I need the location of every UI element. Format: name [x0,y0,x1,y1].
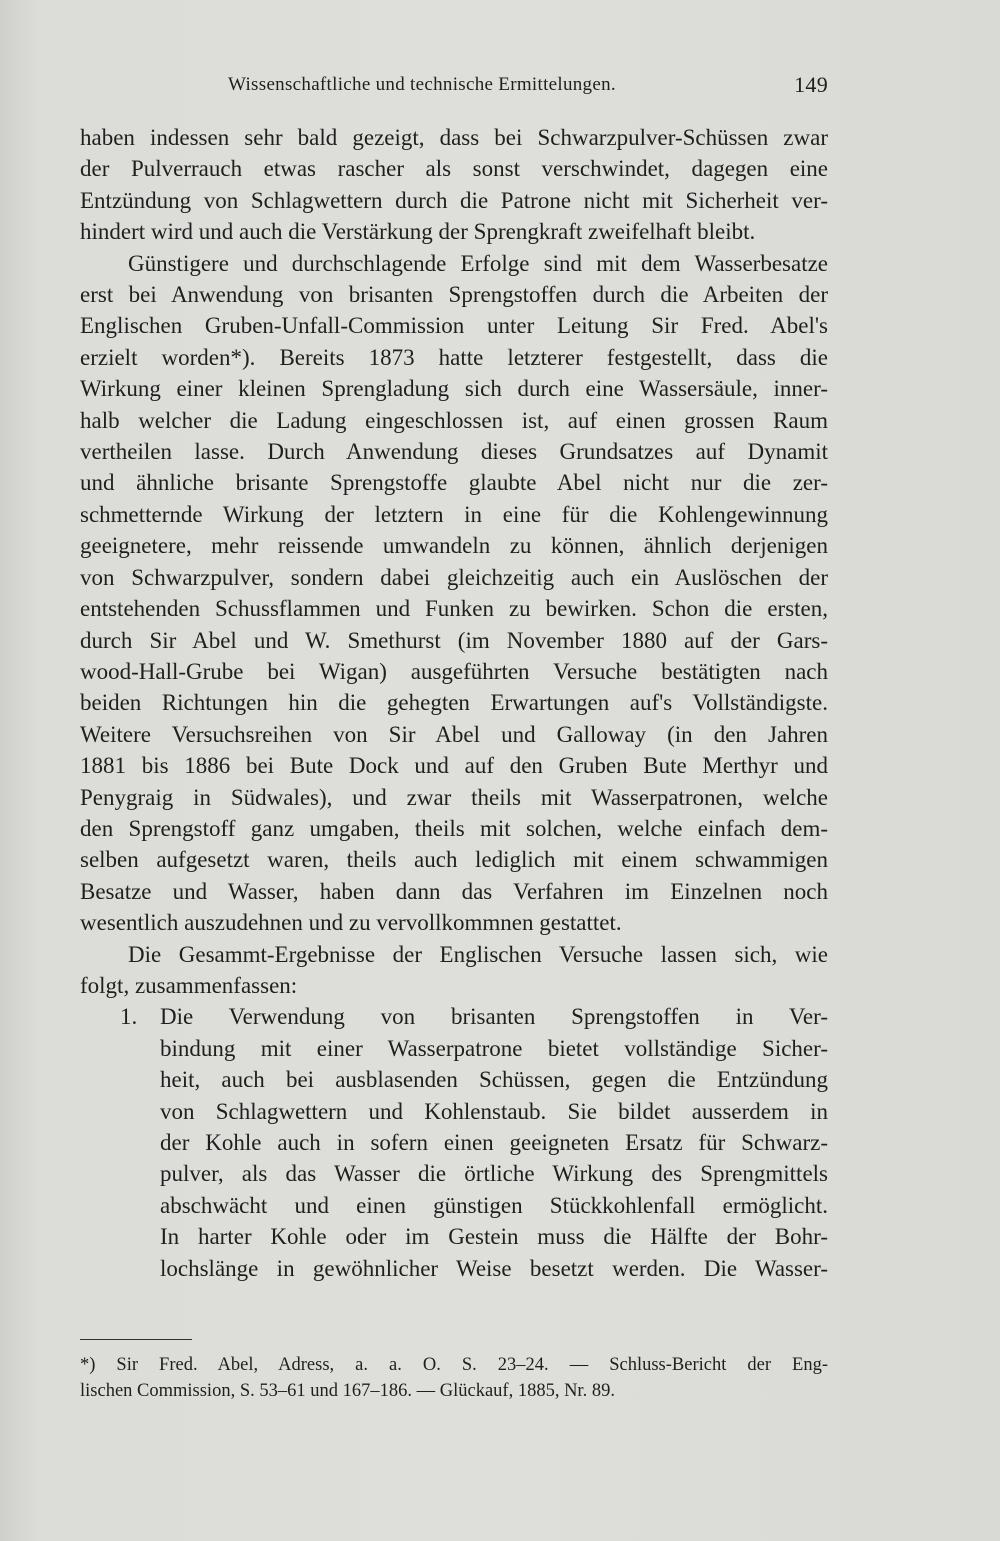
text-line: entstehenden Schussflammen und Funken zu bewirken. Schon die ersten, [80,596,828,622]
running-title: Wissenschaftliche und technische Ermittelungen. [228,74,616,95]
text-line: Englischen Gruben-Unfall-Commission unter Leitung Sir Fred. Abel's [80,313,828,339]
footnote [80,1352,828,1404]
text-line: Die Gesammt-Ergebnisse der Englischen Versuche lassen sich, wie [128,941,828,967]
list-item-line [120,1001,828,1032]
list-item-line: pulver, als das Wasser die örtliche Wirkung des Sprengmittels [160,1161,828,1187]
text-line: und ähnliche brisante Sprengstoffe glaubte Abel nicht nur die zer- [80,470,828,496]
text-line: Entzündung von Schlagwettern durch die Patrone nicht mit Sicherheit ver- [80,187,828,213]
text-line: durch Sir Abel und W. Smethurst (im November 1880 auf der Gars- [80,627,828,653]
text-line: selben aufgesetzt waren, theils auch lediglich mit einem schwammigen [80,847,828,873]
text-line: Penygraig in Südwales), und zwar theils mit Wasserpatronen, welche [80,784,828,810]
list-number: 1. [120,1004,138,1030]
page-number: 149 [794,72,828,97]
text-line: wesentlich auszudehnen und zu vervollkommnen gestattet. [80,910,622,936]
footnote-line: lischen Commission, S. 53–61 und 167–186. — Glückauf, 1885, Nr. 89. [80,1381,615,1401]
list-item-line: lochslänge in gewöhnlicher Weise besetzt werden. Die Wasser- [160,1255,828,1281]
list-item-line: bindung mit einer Wasserpatrone bietet vollständige Sicher- [160,1035,828,1061]
page-header [228,74,828,104]
text-line: erst bei Anwendung von brisanten Sprengstoffen durch die Arbeiten der [80,282,828,308]
text-line: Besatze und Wasser, haben dann das Verfahren im Einzelnen noch [80,878,828,904]
text-line: Wirkung einer kleinen Sprengladung sich durch eine Wassersäule, inner- [80,376,828,402]
text-line: haben indessen sehr bald gezeigt, dass bei Schwarzpulver-Schüssen zwar [80,125,828,150]
list-item-line: von Schlagwettern und Kohlenstaub. Sie bildet ausserdem in [160,1098,828,1124]
text-line: geeignetere, mehr reissende umwandeln zu können, ähnlich derjenigen [80,533,828,559]
text-line: halb welcher die Ladung eingeschlossen ist, auf einen grossen Raum [80,407,828,433]
footnote-rule [80,1339,192,1340]
text-line: Günstigere und durchschlagende Erfolge sind mit dem Wasserbesatze [128,250,828,276]
text-line: beiden Richtungen hin die gehegten Erwartungen auf's Vollständigste. [80,690,828,716]
list-item-line: heit, auch bei ausblasenden Schüssen, gegen die Entzündung [160,1067,828,1093]
text-line: folgt, zusammenfassen: [80,972,298,998]
list-item-line: abschwächt und einen günstigen Stückkohlenfall ermöglicht. [160,1192,828,1218]
text-line: hindert wird und auch die Verstärkung der Sprengkraft zweifelhaft bleibt. [80,219,756,245]
text-line: wood-Hall-Grube bei Wigan) ausgeführten Versuche bestätigten nach [80,658,828,684]
text-line: vertheilen lasse. Durch Anwendung dieses Grundsatzes auf Dynamit [80,439,828,465]
text-line: 1881 bis 1886 bei Bute Dock und auf den Gruben Bute Merthyr und [80,753,828,779]
text-line: den Sprengstoff ganz umgaben, theils mit solchen, welche einfach dem- [80,815,828,841]
footnote-line: *) Sir Fred. Abel, Adress, a. a. O. S. 23–24. — Schluss-Bericht der Eng- [80,1355,828,1375]
text-line: von Schwarzpulver, sondern dabei gleichzeitig auch ein Auslöschen der [80,564,828,590]
list-item-text: Die Verwendung von brisanten Sprengstoffen in Ver- [160,1004,828,1030]
body-text [80,122,828,1284]
text-line: erzielt worden*). Bereits 1873 hatte letzterer festgestellt, dass die [80,344,828,370]
text-line: Weitere Versuchsreihen von Sir Abel und Galloway (in den Jahren [80,721,828,747]
list-item-line: In harter Kohle oder im Gestein muss die Hälfte der Bohr- [160,1224,828,1250]
text-line: der Pulverrauch etwas rascher als sonst verschwindet, dagegen eine [80,156,828,182]
text-line: schmetternde Wirkung der letztern in eine für die Kohlengewinnung [80,501,828,527]
list-item-line: der Kohle auch in sofern einen geeigneten Ersatz für Schwarz- [160,1130,828,1155]
numbered-list-item [80,1001,828,1284]
